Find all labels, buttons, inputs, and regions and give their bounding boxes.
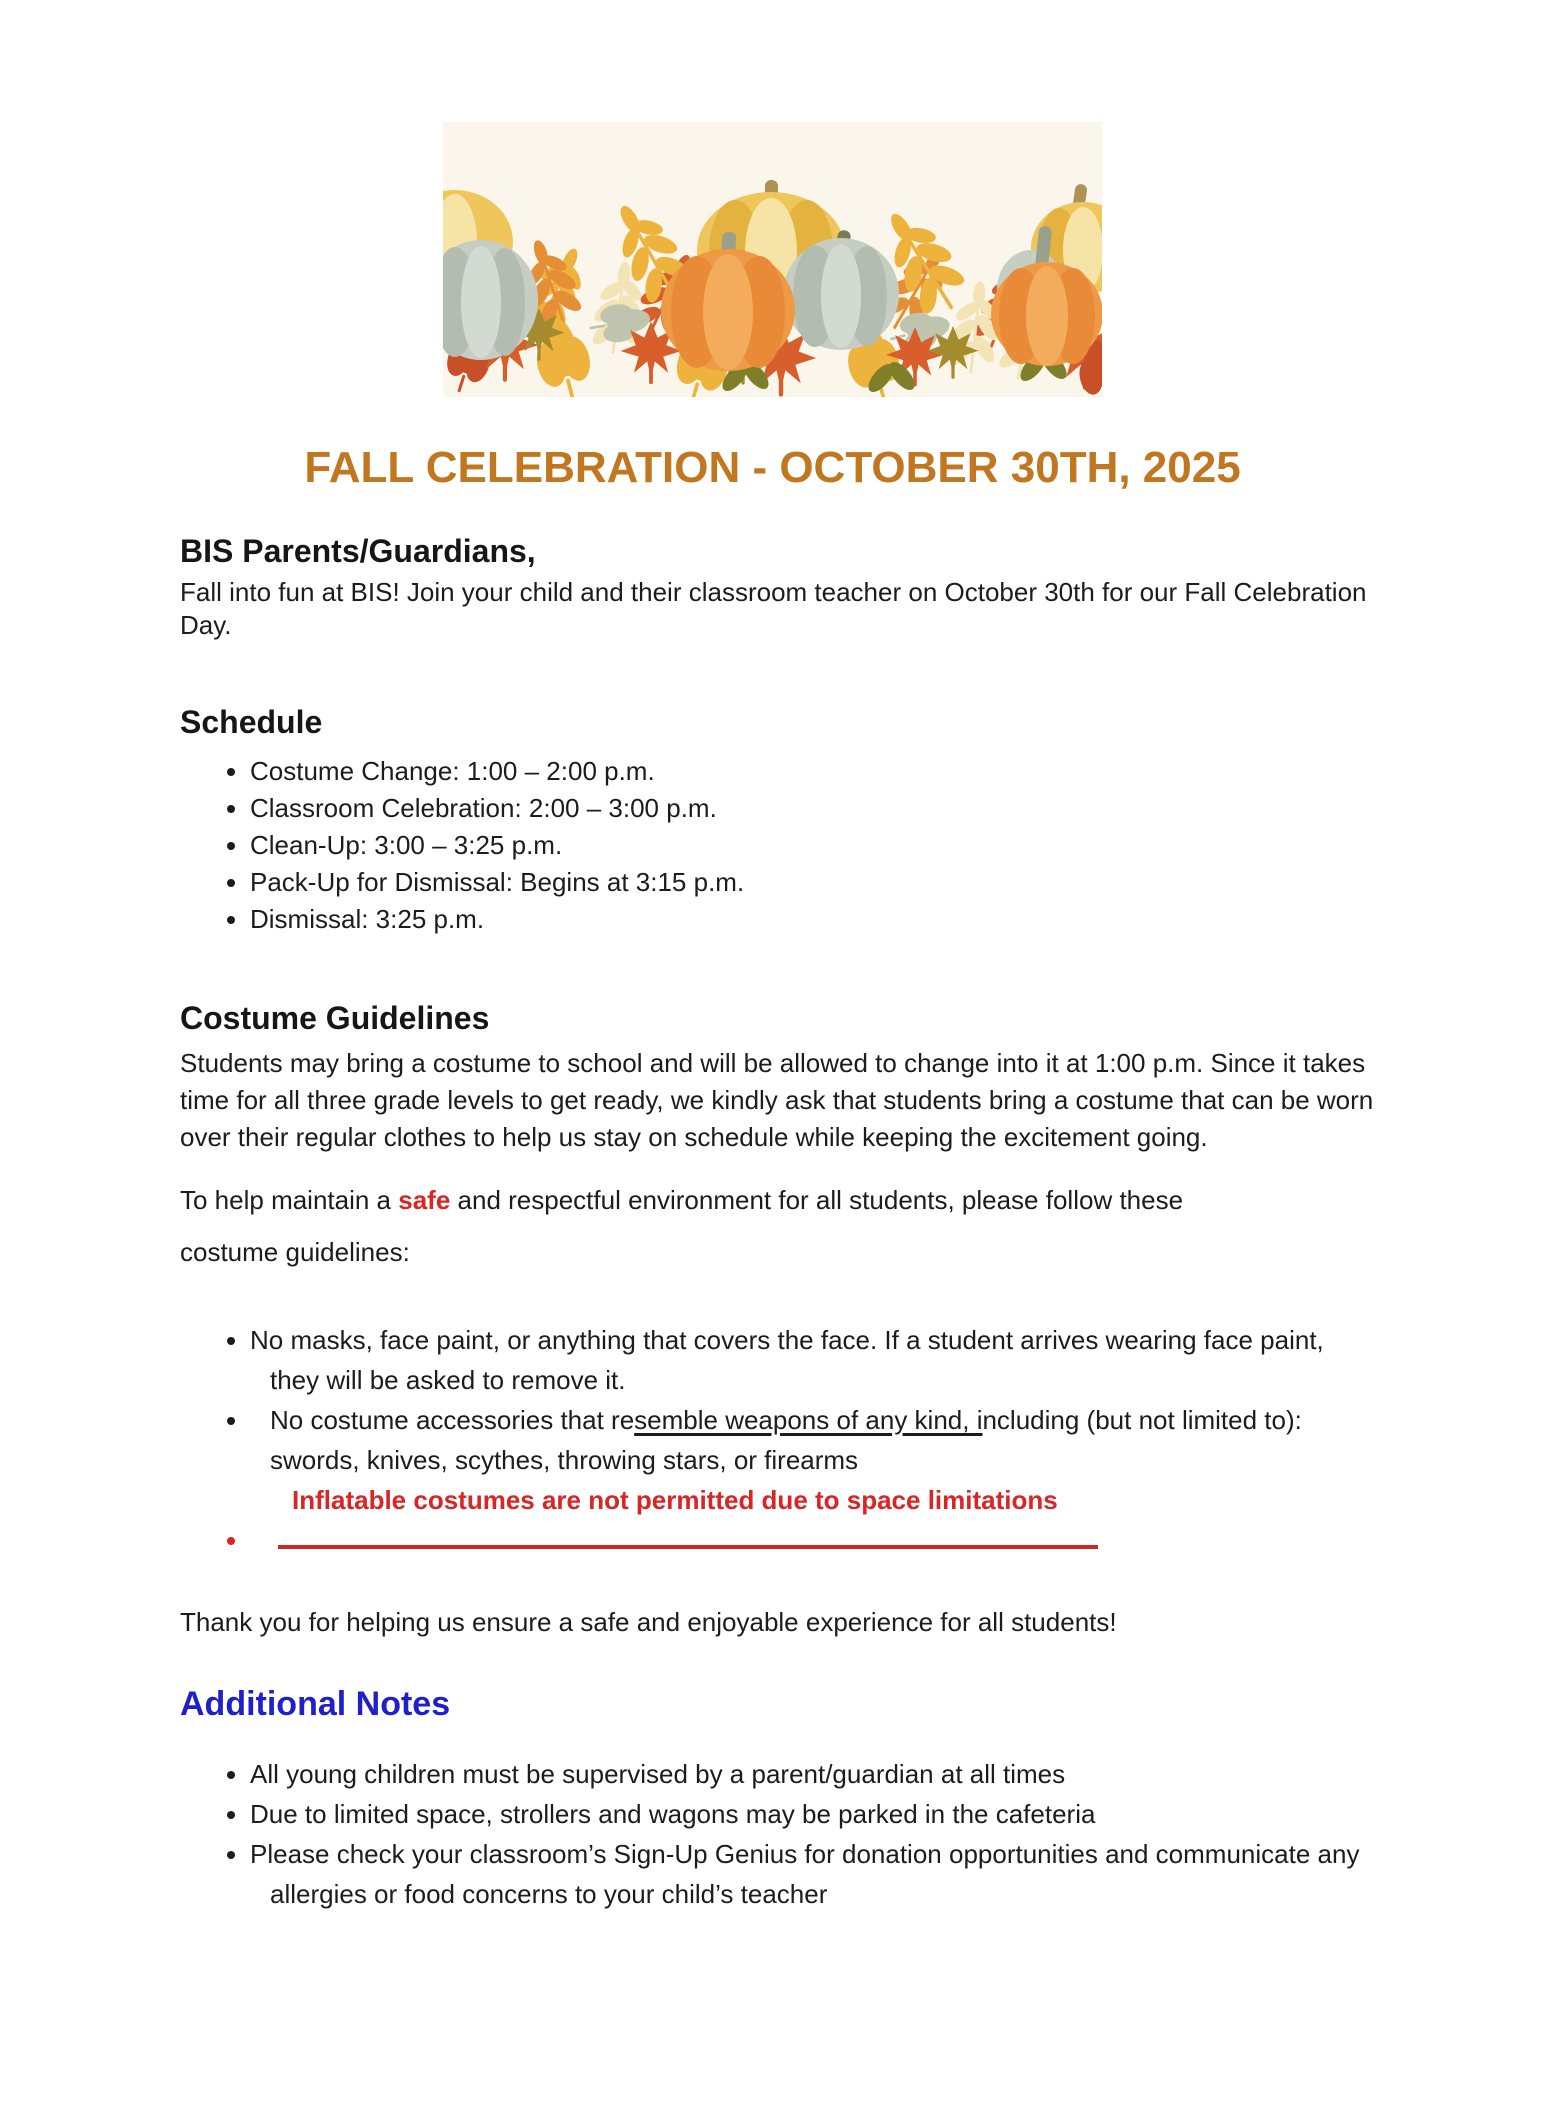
note-item: • All young children must be supervised by a parent/guardian at all times bbox=[250, 1754, 1375, 1794]
fall-banner-image bbox=[443, 122, 1102, 397]
guideline-item bbox=[250, 1400, 1375, 1520]
schedule-item: • Dismissal: 3:25 p.m. bbox=[250, 901, 1375, 938]
underlined-text: semble weapons of any kind, i bbox=[634, 1405, 983, 1435]
guideline-item: • No masks, face paint, or anything that covers the face. If a student arrives wearing face paint, they will be asked to remove it. bbox=[250, 1320, 1375, 1400]
text-segment: No costume accessories that re bbox=[270, 1405, 635, 1435]
schedule-item: • Pack-Up for Dismissal: Begins at 3:15 p.m. bbox=[250, 864, 1375, 901]
costume-guidelines-list bbox=[180, 1320, 1375, 1560]
note-item: • Please check your classroom’s Sign-Up Genius for donation opportunities and communicate any allergies or food concerns to your child’s teacher bbox=[250, 1834, 1375, 1914]
additional-notes-list bbox=[180, 1754, 1375, 1914]
schedule-item: • Classroom Celebration: 2:00 – 3:00 p.m. bbox=[250, 790, 1375, 827]
page-title: FALL CELEBRATION - OCTOBER 30TH, 2025 bbox=[304, 443, 1241, 492]
schedule-heading: Schedule bbox=[180, 704, 323, 740]
closing-paragraph: Thank you for helping us ensure a safe and enjoyable experience for all students! bbox=[180, 1607, 1117, 1637]
costume-guidelines-heading: Costume Guidelines bbox=[180, 1000, 490, 1036]
intro-paragraph: Fall into fun at BIS! Join your child and their classroom teacher on October 30th for our Fall Celebration Day. bbox=[180, 577, 1367, 640]
text-segment: ncluding (but not limited to): swords, knives, scythes, throwing stars, or firearms bbox=[270, 1405, 1302, 1475]
schedule-item: • Clean-Up: 3:00 – 3:25 p.m. bbox=[250, 827, 1375, 864]
pumpkin-garland-graphic bbox=[443, 122, 1102, 397]
safe-highlight: safe bbox=[398, 1185, 451, 1215]
note-item: • Due to limited space, strollers and wagons may be parked in the cafeteria bbox=[250, 1794, 1375, 1834]
text-segment: costume guidelines: bbox=[180, 1237, 410, 1267]
costume-paragraph: Students may bring a costume to school and will be allowed to change into it at 1:00 p.m. Since it takes time for all three grade levels to get ready, we kindly ask that students bring a costume that can be worn over their regular clothes to help us stay on schedule while keeping the excitement going. bbox=[180, 1048, 1374, 1152]
blank-underline bbox=[278, 1521, 1098, 1549]
greeting-heading: BIS Parents/Guardians, bbox=[180, 533, 536, 569]
schedule-item: • Costume Change: 1:00 – 2:00 p.m. bbox=[250, 753, 1375, 790]
text-segment: To help maintain a bbox=[180, 1185, 399, 1215]
additional-notes-heading: Additional Notes bbox=[180, 1685, 451, 1723]
newsletter-page bbox=[0, 122, 1545, 2122]
text-segment: and respectful environment for all students, please follow these bbox=[450, 1185, 1184, 1215]
blank-underline-item bbox=[250, 1520, 1375, 1560]
safe-environment-paragraph bbox=[180, 1174, 1375, 1278]
inflatable-warning: Inflatable costumes are not permitted due to space limitations bbox=[292, 1485, 1058, 1515]
schedule-list bbox=[180, 753, 1375, 938]
